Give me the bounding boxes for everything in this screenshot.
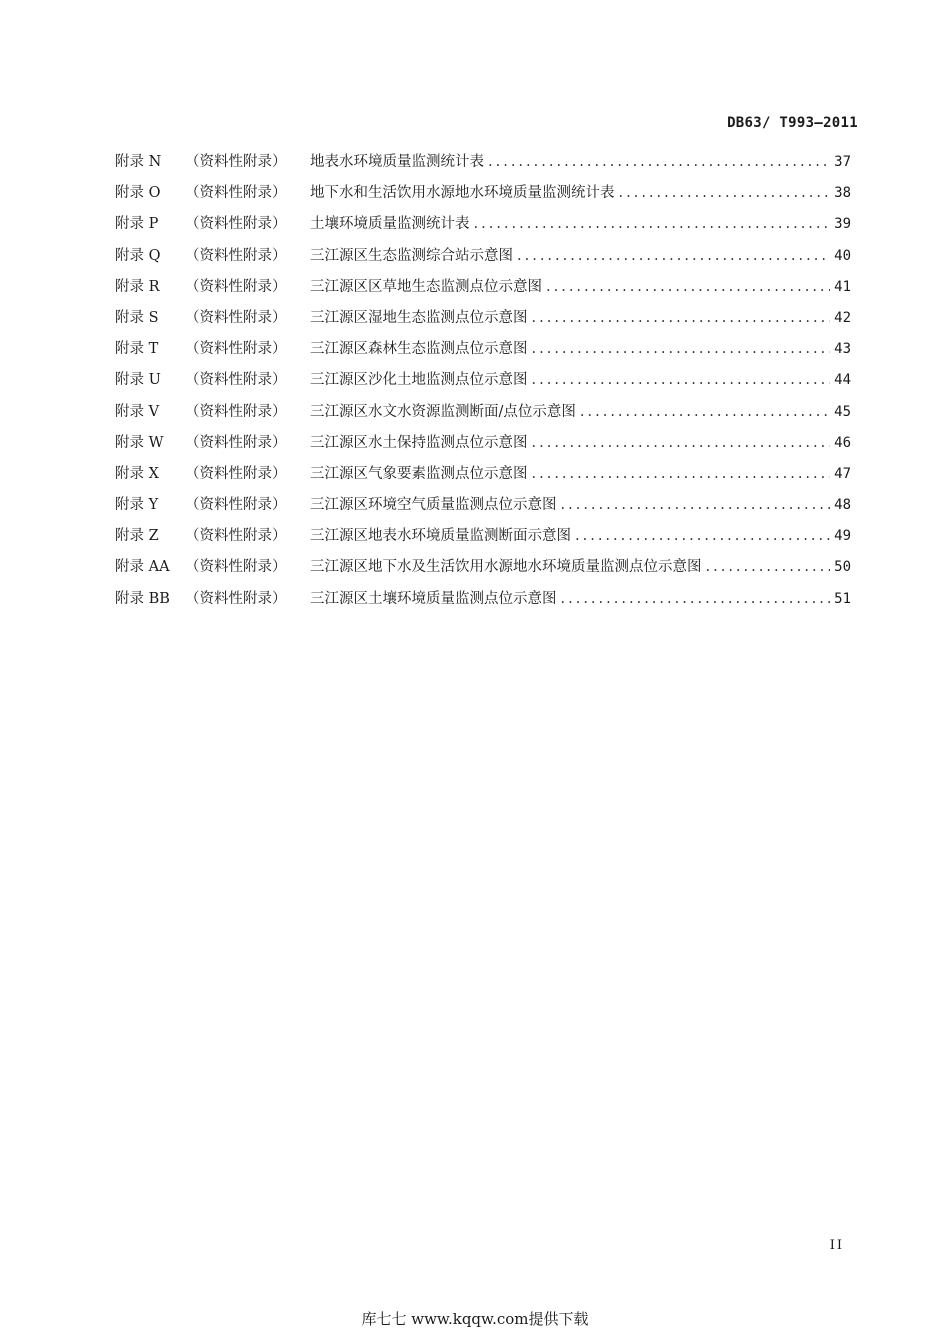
toc-entry-type: （资料性附录） [185,372,287,389]
toc-entry-leader-dots [561,591,831,607]
toc-entry[interactable] [115,524,851,555]
toc-entry-leader-dots [619,185,831,201]
page-number: II [829,1238,844,1253]
toc-entry-leader-dots [532,341,831,357]
toc-entry-page: 48 [834,497,851,514]
toc-entry[interactable] [115,555,851,586]
toc-entry-page: 42 [834,309,851,326]
toc-entry-prefix: 附录 V [115,403,160,420]
toc-entry[interactable] [115,337,851,368]
toc-entry-type: （资料性附录） [185,528,287,545]
toc-entry[interactable] [115,493,851,524]
toc-entry-prefix: 附录 Z [115,528,159,545]
toc-entry-page: 46 [834,434,851,451]
toc-entry-title: 地下水和生活饮用水源地水环境质量监测统计表 [310,185,615,202]
toc-entry-prefix: 附录 S [115,309,159,326]
toc-entry[interactable] [115,462,851,493]
toc-entry-leader-dots [546,279,830,295]
toc-entry-title: 三江源区沙化土地监测点位示意图 [310,372,528,389]
toc-entry-leader-dots [474,216,831,232]
toc-entry-title: 三江源区水土保持监测点位示意图 [310,434,528,451]
toc-entry-page: 49 [834,528,851,545]
toc-entry-leader-dots [575,528,830,544]
toc-entry-type: （资料性附录） [185,590,287,607]
toc-entry[interactable] [115,244,851,275]
toc-entry-leader-dots [488,154,830,170]
toc-entry-type: （资料性附录） [185,559,287,576]
toc-entry-title: 土壤环境质量监测统计表 [310,216,470,233]
toc-entry-page: 39 [834,216,851,233]
toc-entry-prefix: 附录 O [115,185,161,202]
toc-entry-prefix: 附录 T [115,341,159,358]
footer-watermark: 库七七 www.kqqw.com提供下载 [361,1310,589,1328]
toc-entry[interactable] [115,181,851,212]
toc-entry-prefix: 附录 U [115,372,161,389]
toc-entry[interactable] [115,368,851,399]
toc-entry-page: 45 [834,403,851,420]
toc-entry[interactable] [115,400,851,431]
toc-entry-leader-dots [532,435,831,451]
toc-entry-type: （资料性附录） [185,185,287,202]
toc-entry-type: （资料性附录） [185,465,287,482]
toc-entry-page: 38 [834,185,851,202]
toc-entry-leader-dots [580,404,830,420]
toc-entry-prefix: 附录 X [115,465,159,482]
toc-entry[interactable] [115,306,851,337]
toc-entry-type: （资料性附录） [185,341,287,358]
toc-entry-type: （资料性附录） [185,216,287,233]
toc-entry-page: 40 [834,247,851,264]
toc-entry-type: （资料性附录） [185,247,287,264]
document-code: DB63/ T993—2011 [727,115,858,131]
toc-entry-title: 三江源区森林生态监测点位示意图 [310,341,528,358]
toc-entry-title: 三江源区水文水资源监测断面/点位示意图 [310,403,576,420]
toc-entry-title: 三江源区区草地生态监测点位示意图 [310,278,542,295]
toc-entry-prefix: 附录 BB [115,590,170,607]
toc-entry-type: （资料性附录） [185,278,287,295]
toc-entry-type: （资料性附录） [185,403,287,420]
toc-entry-leader-dots [532,372,831,388]
toc-entry-prefix: 附录 N [115,154,162,170]
table-of-contents [115,150,851,618]
toc-entry-title: 三江源区地下水及生活饮用水源地水环境质量监测点位示意图 [310,559,702,576]
toc-entry-type: （资料性附录） [185,309,287,326]
toc-entry-title: 三江源区环境空气质量监测点位示意图 [310,497,557,514]
toc-entry-prefix: 附录 P [115,216,159,233]
toc-entry-title: 三江源区地表水环境质量监测断面示意图 [310,528,571,545]
toc-entry-leader-dots [532,466,831,482]
toc-entry-prefix: 附录 Y [115,497,159,514]
toc-entry-type: （资料性附录） [185,434,287,451]
toc-entry[interactable] [115,275,851,306]
toc-entry-title: 三江源区土壤环境质量监测点位示意图 [310,590,557,607]
toc-entry-type: （资料性附录） [185,497,287,514]
toc-entry-page: 50 [834,559,851,576]
toc-entry-type: （资料性附录） [185,154,287,170]
toc-entry-page: 51 [834,590,851,607]
toc-entry-page: 44 [834,372,851,389]
toc-entry-leader-dots [561,497,831,513]
toc-entry-leader-dots [517,248,830,264]
toc-entry-prefix: 附录 W [115,434,164,451]
toc-entry-page: 47 [834,465,851,482]
toc-entry[interactable] [115,431,851,462]
toc-entry[interactable] [115,150,851,181]
toc-entry-leader-dots [706,559,831,575]
toc-entry-title: 三江源区生态监测综合站示意图 [310,247,513,264]
toc-entry-prefix: 附录 AA [115,559,170,576]
toc-entry[interactable] [115,587,851,618]
toc-entry-page: 37 [834,154,851,170]
toc-entry-title: 三江源区气象要素监测点位示意图 [310,465,528,482]
toc-entry-title: 三江源区湿地生态监测点位示意图 [310,309,528,326]
toc-entry[interactable] [115,212,851,243]
toc-entry-prefix: 附录 Q [115,247,161,264]
toc-entry-title: 地表水环境质量监测统计表 [310,154,484,170]
toc-entry-page: 43 [834,341,851,358]
toc-entry-prefix: 附录 R [115,278,160,295]
toc-entry-leader-dots [532,310,831,326]
toc-entry-page: 41 [834,278,851,295]
